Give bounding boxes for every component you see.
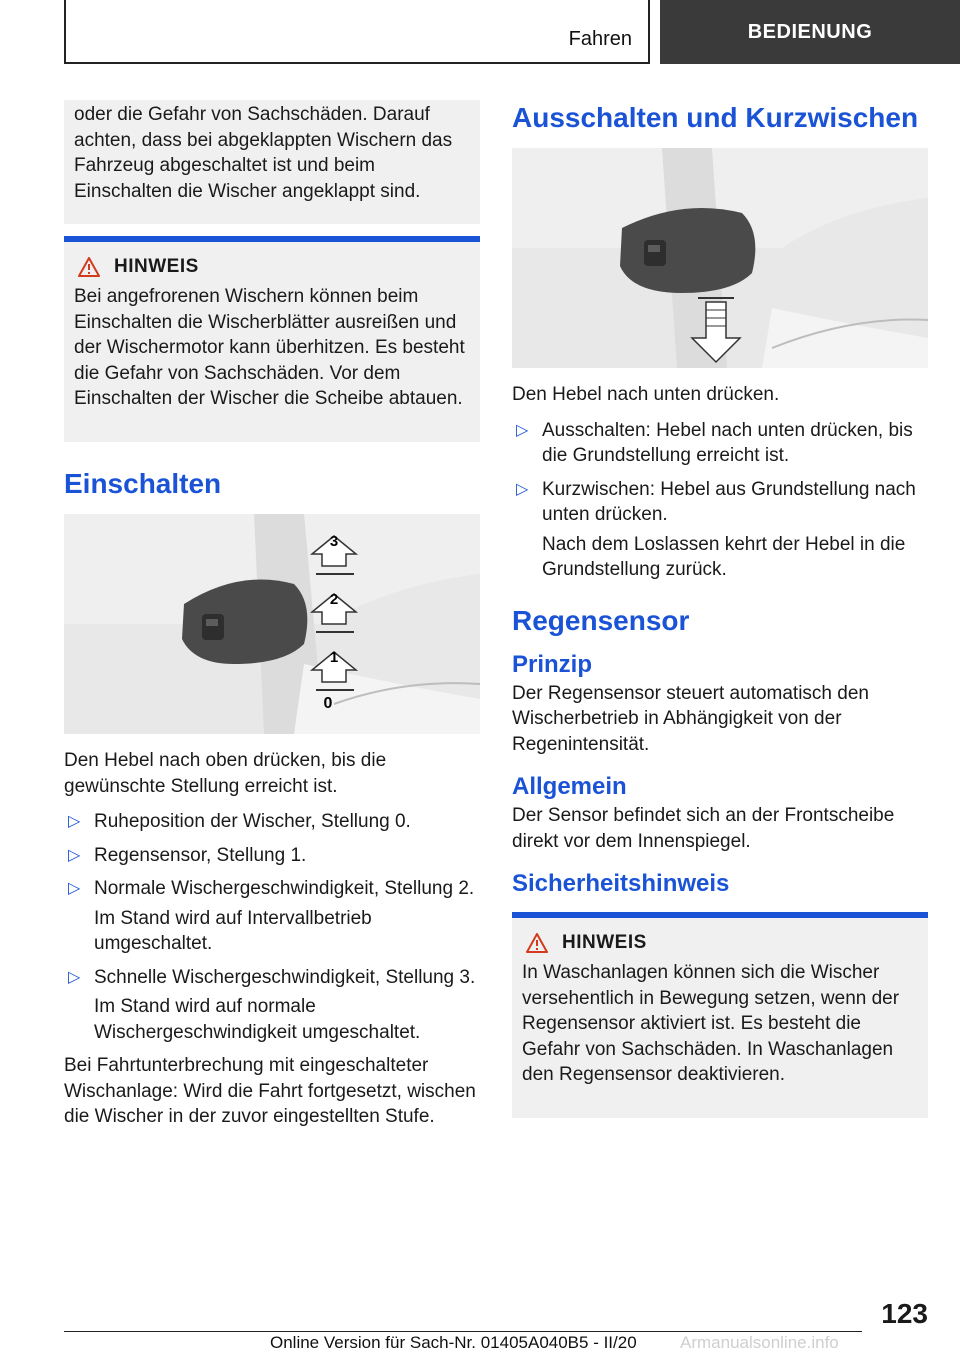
continued-text: oder die Gefahr von Sachschäden. Darauf achten, dass bei abgeklappten Wischern das Fahrzeug abgeschaltet ist und beim Einschalten die Wischer angeklappt sind. bbox=[74, 104, 453, 202]
list-item-note: Im Stand wird auf Intervallbetrieb umgeschaltet. bbox=[94, 907, 372, 954]
list-item bbox=[64, 876, 480, 902]
notice-text: Bei angefrorenen Wischern können beim Einschalten die Wischerblätter ausreißen und der Wischermotor kann überhitzen. Es besteht die Gefahr von Sachschäden. Vor dem Einschalten der Wischer die Scheibe abtauen. bbox=[74, 286, 465, 409]
warning-icon bbox=[526, 933, 548, 953]
bullet-icon: ▷ bbox=[68, 813, 81, 830]
lever-down-figure bbox=[512, 148, 928, 368]
right-column bbox=[512, 102, 928, 1118]
list-item-text: Regensensor, Stellung 1. bbox=[94, 844, 307, 866]
section-heading-einschalten: Einschalten bbox=[64, 468, 222, 499]
lever-down-illustration bbox=[512, 148, 928, 368]
notice-box bbox=[512, 912, 928, 1118]
footer-version-text: Online Version für Sach-Nr. 01405A040B5 - II/20 bbox=[270, 1333, 637, 1352]
list-item bbox=[512, 418, 928, 469]
notice-title: HINWEIS bbox=[114, 256, 199, 277]
notice-box bbox=[64, 236, 480, 442]
prinzip-text: Der Regensensor steuert automatisch den Wischerbetrieb in Abhängigkeit von der Regenintensität. bbox=[512, 682, 869, 755]
ausschalten-intro: Den Hebel nach unten drücken. bbox=[512, 384, 780, 405]
notice-text: In Waschanlagen können sich die Wischer versehentlich in Bewegung setzen, wenn der Regensensor aktiviert ist. Es besteht die Gefahr von Sachschäden. In Waschanlagen den Regensensor deaktivieren. bbox=[522, 962, 900, 1085]
ausschalten-list bbox=[512, 418, 928, 528]
list-item-text: Schnelle Wischergeschwindigkeit, Stellung 3. bbox=[94, 966, 476, 988]
einschalten-list-cont bbox=[64, 965, 480, 991]
list-item-note: Nach dem Loslassen kehrt der Hebel in die Grundstellung zurück. bbox=[542, 533, 906, 580]
notice-title: HINWEIS bbox=[562, 932, 647, 953]
position-label-1: 1 bbox=[329, 649, 339, 666]
list-item bbox=[64, 965, 480, 991]
bullet-icon: ▷ bbox=[516, 480, 529, 498]
lever-up-figure bbox=[64, 514, 480, 734]
list-item-note: Im Stand wird auf normale Wischergeschwindigkeit umgeschaltet. bbox=[94, 996, 421, 1043]
einschalten-intro: Den Hebel nach oben drücken, bis die gewünschte Stellung erreicht ist. bbox=[64, 750, 387, 797]
bullet-icon: ▷ bbox=[68, 880, 81, 897]
header-section-title: Fahren bbox=[568, 28, 632, 50]
list-item bbox=[64, 843, 480, 869]
footer-divider bbox=[64, 1331, 862, 1332]
allgemein-text: Der Sensor befindet sich an der Frontscheibe direkt vor dem Innenspiegel. bbox=[512, 805, 895, 852]
header-chapter-tab: BEDIENUNG bbox=[660, 0, 960, 64]
list-item-text: Ausschalten: Hebel nach unten drücken, bis die Grundstellung erreicht ist. bbox=[542, 419, 913, 466]
notice-header bbox=[522, 932, 918, 954]
left-column bbox=[64, 100, 480, 1130]
page-number: 123 bbox=[881, 1298, 928, 1329]
lever-up-illustration bbox=[64, 514, 480, 734]
position-label-0: 0 bbox=[323, 695, 333, 712]
subheading-prinzip: Prinzip bbox=[512, 650, 593, 678]
notice-header bbox=[74, 256, 470, 278]
continued-text-box bbox=[64, 100, 480, 224]
list-item bbox=[64, 809, 480, 835]
watermark-text: Armanualsonline.info bbox=[680, 1333, 839, 1352]
subheading-allgemein: Allgemein bbox=[512, 773, 627, 800]
position-label-2: 2 bbox=[329, 591, 339, 608]
bullet-icon: ▷ bbox=[68, 968, 81, 986]
position-label-3: 3 bbox=[329, 533, 339, 550]
einschalten-outro: Bei Fahrtunterbrechung mit eingeschalteter Wischanlage: Wird die Fahrt fortgesetzt, wischen die Wischer in der zuvor eingestellten Stufe. bbox=[64, 1055, 476, 1127]
header-frame bbox=[64, 0, 650, 64]
section-heading-ausschalten: Ausschalten und Kurzwischen bbox=[512, 102, 919, 133]
section-heading-regensensor: Regensensor bbox=[512, 604, 690, 636]
bullet-icon: ▷ bbox=[68, 846, 81, 864]
list-item-text: Ruheposition der Wischer, Stellung 0. bbox=[94, 811, 411, 832]
list-item-text: Normale Wischergeschwindigkeit, Stellung 2. bbox=[94, 878, 475, 899]
bullet-icon: ▷ bbox=[516, 421, 529, 439]
list-item bbox=[512, 477, 928, 528]
subheading-sicherheitshinweis: Sicherheitshinweis bbox=[512, 870, 730, 897]
list-item-text: Kurzwischen: Hebel aus Grundstellung nach unten drücken. bbox=[542, 478, 916, 525]
einschalten-list bbox=[64, 809, 480, 902]
warning-icon bbox=[78, 257, 100, 277]
